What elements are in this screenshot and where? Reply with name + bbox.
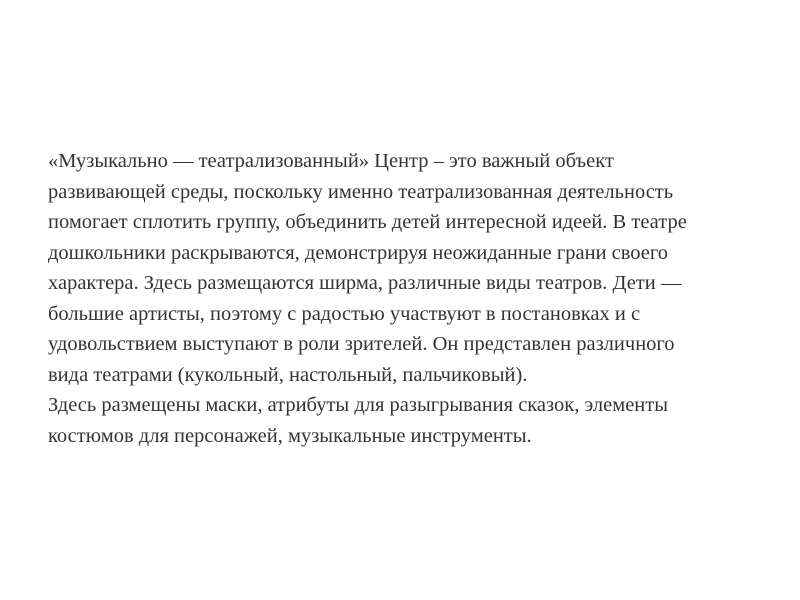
body-text (48, 146, 768, 451)
text-line: вида театрами (кукольный, настольный, пальчиковый). (48, 363, 528, 386)
text-line: «Музыкально — театрализованный» Центр – это важный объект (48, 150, 614, 172)
text-line: Здесь размещены маски, атрибуты для разыгрывания сказок, элементы (48, 394, 669, 416)
text-line: костюмов для персонажей, музыкальные инструменты. (48, 424, 532, 447)
text-line: большие артисты, поэтому с радостью участвуют в постановках и с (48, 302, 641, 325)
text-line: помогает сплотить группу, объединить детей интересной идеей. В театре (48, 211, 687, 233)
text-line: удовольствием выступают в роли зрителей. Он представлен различного (48, 333, 675, 355)
text-line: развивающей среды, поскольку именно театрализованная деятельность (48, 180, 674, 203)
text-line: дошкольники раскрываются, демонстрируя неожиданные грани своего (48, 241, 669, 264)
text-line: характера. Здесь размещаются ширма, различные виды театров. Дети — (48, 272, 682, 294)
